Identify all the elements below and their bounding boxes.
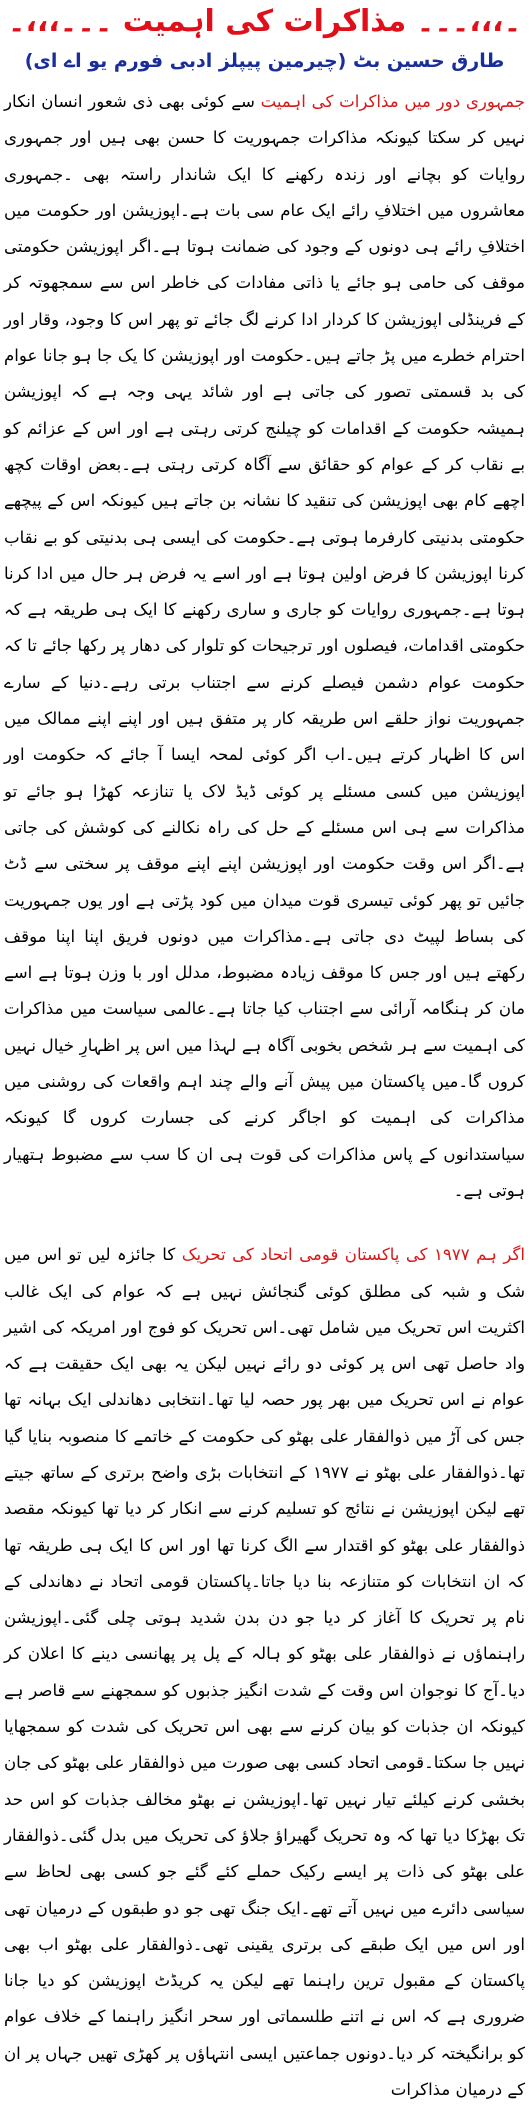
- paragraph-gap: [4, 1209, 525, 1237]
- paragraph-2-body: کا جائزہ لیں تو اس میں شک و شبہ کی مطلق کوئی گنجائش نہیں ہے کہ عوام کی ایک غالب اکثریت اس تحریک میں شامل تھی۔اس تحریک کو فوج اور امریکہ کی اشیر واد حاصل تھی اس پر کوئی دو رائے نہیں لیکن یہ بھی ایک حقیقت ہے کہ عوام نے اس تحریک میں بھر پور حصہ لیا تھا۔انتخابی دھاندلی ایک بہانہ تھا جس کی آڑ میں ذوالفقار علی بھٹو کی حکومت کے خاتمے کا منصوبہ بنایا گیا تھا۔ذوالفقار علی بھٹو نے ۱۹۷۷ کے انتخابات بڑی واضح برتری کے ساتھ جیتے تھے لیکن اپوزیشن نے نتائج کو تسلیم کرنے سے انکار کر دیا تھا کیونکہ مقصد ذوالفقار علی بھٹو کو اقتدار سے الگ کرنا تھا اور اس کا ایک ہی طریقہ تھا کہ ان انتخابات کو متنازعہ بنا دیا جاتا۔پاکستان قومی اتحاد نے دھاندلی کے نام پر تحریک کا آغاز کر دیا جو دن بدن شدید ہوتی چلی گئی۔اپوزیشن راہنماؤں نے ذوالفقار علی بھٹو کو ہالہ کے پل پر پھانسی دینے کا اعلان کر دیا۔آج کا نوجوان اس وقت کے شدت انگیز جذبوں کو سمجھنے سے قاصر ہے کیونکہ ان جذبات کو بیان کرنے سے بھی اس تحریک کی شدت کو سمجھایا نہیں جا سکتا۔قومی اتحاد کسی بھی صورت میں ذوالفقار علی بھٹو کی جان بخشی کرنے کیلئے تیار نہیں تھا۔اپوزیشن نے بھٹو مخالف جذبات کو اس حد تک بھڑکا دیا تھا کہ وہ تحریک گھیراؤ جلاؤ کی تحریک میں بدل گئی۔ذوالفقار علی بھٹو کی ذات پر ایسے رکیک حملے کئے گئے جو کسی بھی لحاظ سے سیاسی دائرے میں نہیں آتے تھے۔ایک جنگ تھی جو دو طبقوں کے درمیان تھی اور اس میں ایک طبقے کی برتری یقینی تھی۔ذوالفقار علی بھٹو اب بھی پاکستان کے مقبول ترین راہنما تھے لیکن یہ کریڈٹ اپوزیشن کو دیا جانا ضروری ہے کہ اس نے اتنے طلسماتی اور سحر انگیز راہنما کے خلاف عوام کو برانگیختہ کر دیا۔دونوں جماعتیں ایسی انتہاؤں پر کھڑی تھیں جہاں پر ان کے درمیان مذاکرات: [4, 1245, 525, 2100]
- paragraph-2-highlight: اگر ہم ۱۹۷۷ کی پاکستان قومی اتحاد کی تحریک: [181, 1245, 525, 1265]
- article-headline: ۔،،،۔۔۔ مذاکرات کی اہمیت ۔۔۔،،،۔: [7, 4, 522, 39]
- article-byline: طارق حسین بٹ (چیرمین پیپلز ادبی فورم یو اے ای): [24, 50, 505, 72]
- paragraph-1-highlight: جمہوری دور میں مذاکرات کی اہمیت: [260, 92, 525, 111]
- article-paragraph-2: [4, 1237, 525, 2108]
- paragraph-1-body: سے کوئی بھی ذی شعور انسان انکار نہیں کر سکتا کیونکہ مذاکرات جمہوریت کا حسن بھی ہیں اور جمہوری روایات کو بچانے اور زندہ رکھنے کا ایک شاندار راستہ بھی ۔جمہوری معاشروں میں اختلافِ رائے ایک عام سی بات ہے۔اپوزیشن اور حکومت میں اختلافِ رائے ہی دونوں کے وجود کی ضمانت ہوتا ہے۔اگر اپوزیشن حکومتی موقف کی حامی ہو جائے یا ذاتی مفادات کی خاطر اس سے سمجھوتہ کر کے فرینڈلی اپوزیشن کا کردار ادا کرنے لگ جائے تو پھر اس کا وجود، وقار اور احترام خطرے میں پڑ جاتے ہیں۔حکومت اور اپوزیشن کا یک جا ہو جانا عوام کی بد قسمتی تصور کی جاتی ہے اور شائد یہی وجہ ہے کہ اپوزیشن ہمیشہ حکومت کے اقدامات کو چیلنج کرتی رہتی ہے اور اس کے عزائم کو بے نقاب کر کے عوام کو حقائق سے آگاہ کرتی رہتی ہے۔بعض اوقات کچھ اچھے کام بھی اپوزیشن کی تنقید کا نشانہ بن جاتے ہیں کیونکہ اس کے پیچھے حکومتی بدنیتی کارفرما ہوتی ہے۔حکومت کی ایسی ہی بدنیتی کو بے نقاب کرنا اپوزیشن کا فرض اولین ہوتا ہے اور اسے یہ فرض ہر حال میں ادا کرنا ہوتا ہے۔جمہوری روایات کو جاری و ساری رکھنے کا ایک ہی طریقہ ہے کہ حکومتی اقدامات، فیصلوں اور ترجیحات کو تلوار کی دھار پر رکھا جائے تا کہ حکومت عوام دشمن فیصلے کرنے سے اجتناب برتی رہے۔دنیا کے سارے جمہوریت نواز حلقے اس طریقہ کار پر متفق ہیں اور اپنے اپنے ممالک میں اس کا اظہار کرتے ہیں۔اب اگر کوئی لمحہ ایسا آ جائے کہ حکومت اور اپوزیشن میں کسی مسئلے پر کوئی ڈیڈ لاک یا تنازعہ کھڑا ہو جائے تو مذاکرات سے ہی اس مسئلے کے حل کی راہ نکالنے کی کوشش کی جاتی ہے۔اگر اس وقت حکومت اور اپوزیشن اپنے اپنے موقف پر سختی سے ڈٹ جائیں تو پھر کوئی تیسری قوت میدان میں کود پڑتی ہے اور یوں جمہوریت کی بساط لپیٹ دی جاتی ہے۔مذاکرات میں دونوں فریق اپنا اپنا موقف رکھتے ہیں اور جس کا موقف زیادہ مضبوط، مدلل اور با وزن ہوتا ہے اسے مان کر ہنگامہ آرائی سے اجتناب کیا جاتا ہے۔عالمی سیاست میں مذاکرات کی اہمیت سے ہر شخص بخوبی آگاہ ہے لہذا میں اس پر اظہارِ خیال نہیں کروں گا۔میں پاکستان میں پیش آنے والے چند اہم واقعات کی روشنی میں مذاکرات کی اہمیت کو اجاگر کرنے کی جسارت کروں گا کیونکہ سیاستدانوں کے پاس مذاکرات کی قوت ہی ان کا سب سے مضبوط ہتھیار ہوتی ہے۔: [4, 92, 525, 1200]
- article-paragraph-1: [4, 84, 525, 1209]
